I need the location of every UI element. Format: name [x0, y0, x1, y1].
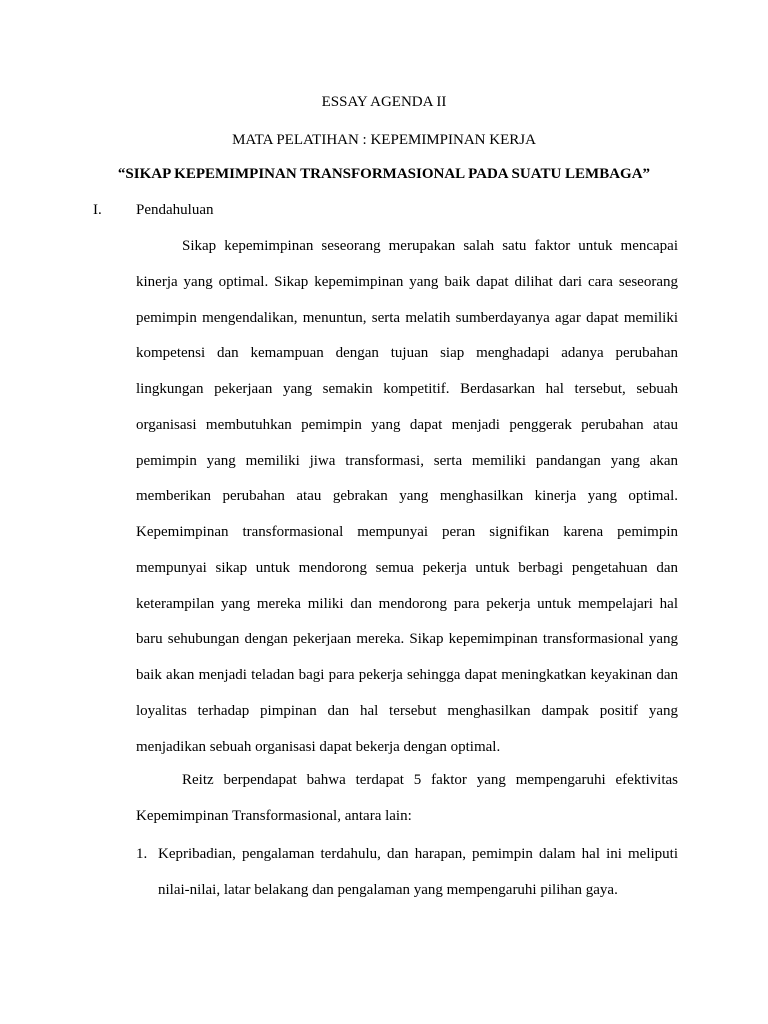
essay-title: “SIKAP KEPEMIMPINAN TRANSFORMASIONAL PADA SUATU LEMBAGA”	[117, 166, 651, 182]
intro-paragraph: Sikap kepemimpinan seseorang merupakan salah satu faktor untuk mencapai kinerja yang optimal. Sikap kepemimpinan yang baik dapat dilihat dari cara seseorang pemimpin mengendalikan, menuntun, serta melatih sumberdayanya agar dapat memiliki kompetensi dan kemampuan dengan tujuan siap menghadapi adanya perubahan lingkungan pekerjaan yang semakin kompetitif. Berdasarkan hal tersebut, sebuah organisasi membutuhkan pemimpin yang dapat menjadi penggerak perubahan atau pemimpin yang memiliki jiwa transformasi, serta memiliki pandangan yang akan memberikan perubahan atau gebrakan yang menghasilkan kinerja yang optimal. Kepemimpinan transformasional mempunyai peran signifikan karena pemimpin mempunyai sikap untuk mendorong semua pekerja untuk berbagi pengetahuan dan keterampilan yang mereka miliki dan mendorong para pekerja untuk mempelajari hal baru sehubungan dengan pekerjaan mereka. Sikap kepemimpinan transformasional yang baik akan menjadi teladan bagi para pekerja sehingga dapat meningkatkan keyakinan dan loyalitas terhadap pimpinan dan hal tersebut menghasilkan dampak positif yang menjadikan sebuah organisasi dapat bekerja dengan optimal.	[136, 238, 678, 755]
essay-heading: ESSAY AGENDA II	[321, 94, 447, 110]
factors-paragraph: Reitz berpendapat bahwa terdapat 5 faktor yang mempengaruhi efektivitas Kepemimpinan Transformasional, antara lain:	[136, 772, 678, 824]
section-title: Pendahuluan	[136, 202, 214, 218]
list-item-number: 1.	[136, 846, 148, 862]
section-number: I.	[93, 202, 102, 218]
course-heading: MATA PELATIHAN : KEPEMIMPINAN KERJA	[232, 132, 536, 148]
list-item-text: Kepribadian, pengalaman terdahulu, dan harapan, pemimpin dalam hal ini meliputi nilai-nilai, latar belakang dan pengalaman yang mempengaruhi pilihan gaya.	[158, 846, 678, 898]
